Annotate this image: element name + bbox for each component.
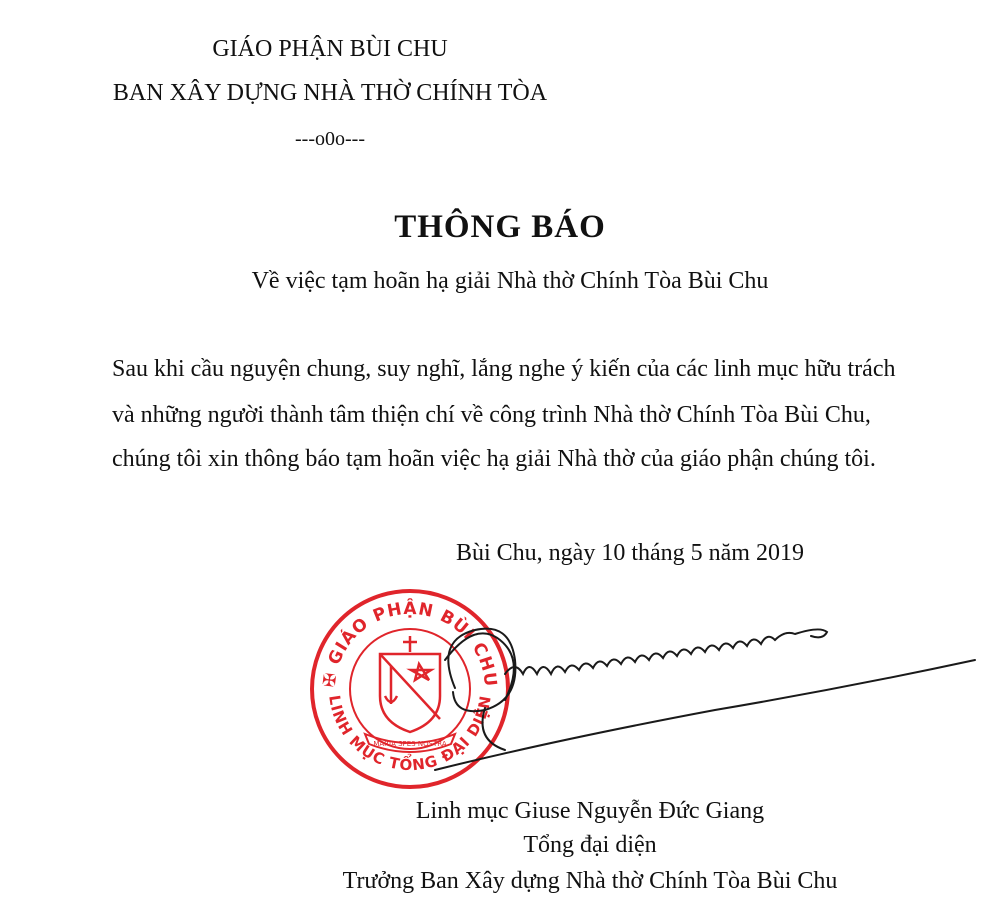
header-ornament: ---o0o---: [295, 128, 365, 150]
diocese-name: GIÁO PHẬN BÙI CHU: [212, 36, 448, 62]
signatory-name: Linh mục Giuse Nguyễn Đức Giang: [415, 798, 765, 824]
body-line-2: và những người thành tâm thiện chí về công trình Nhà thờ Chính Tòa Bùi Chu,: [112, 402, 871, 428]
stamp-ribbon-text: MARIA SPES NOSTRA: [373, 740, 447, 748]
stamp-top-text: ✠ GIÁO PHẬN BÙI CHU: [319, 598, 501, 689]
date-line: Bùi Chu, ngày 10 tháng 5 năm 2019: [456, 540, 804, 566]
notice-subject: Về việc tạm hoãn hạ giải Nhà thờ Chính Tòa Bùi Chu: [251, 268, 769, 294]
signatory-role: Tổng đại diện: [523, 832, 657, 858]
handwritten-signature: [415, 600, 975, 780]
notice-title: THÔNG BÁO: [394, 209, 606, 245]
signatory-position: Trưởng Ban Xây dựng Nhà thờ Chính Tòa Bùi Chu: [342, 868, 838, 894]
stamp-bottom-text: LINH MỤC TỔNG ĐẠI DIỆN: [325, 693, 495, 775]
body-line-1: Sau khi cầu nguyện chung, suy nghĩ, lắng nghe ý kiến của các linh mục hữu trách: [112, 356, 896, 382]
body-line-3: chúng tôi xin thông báo tạm hoãn việc hạ giải Nhà thờ của giáo phận chúng tôi.: [112, 446, 876, 472]
committee-name: BAN XÂY DỰNG NHÀ THỜ CHÍNH TÒA: [112, 80, 548, 106]
